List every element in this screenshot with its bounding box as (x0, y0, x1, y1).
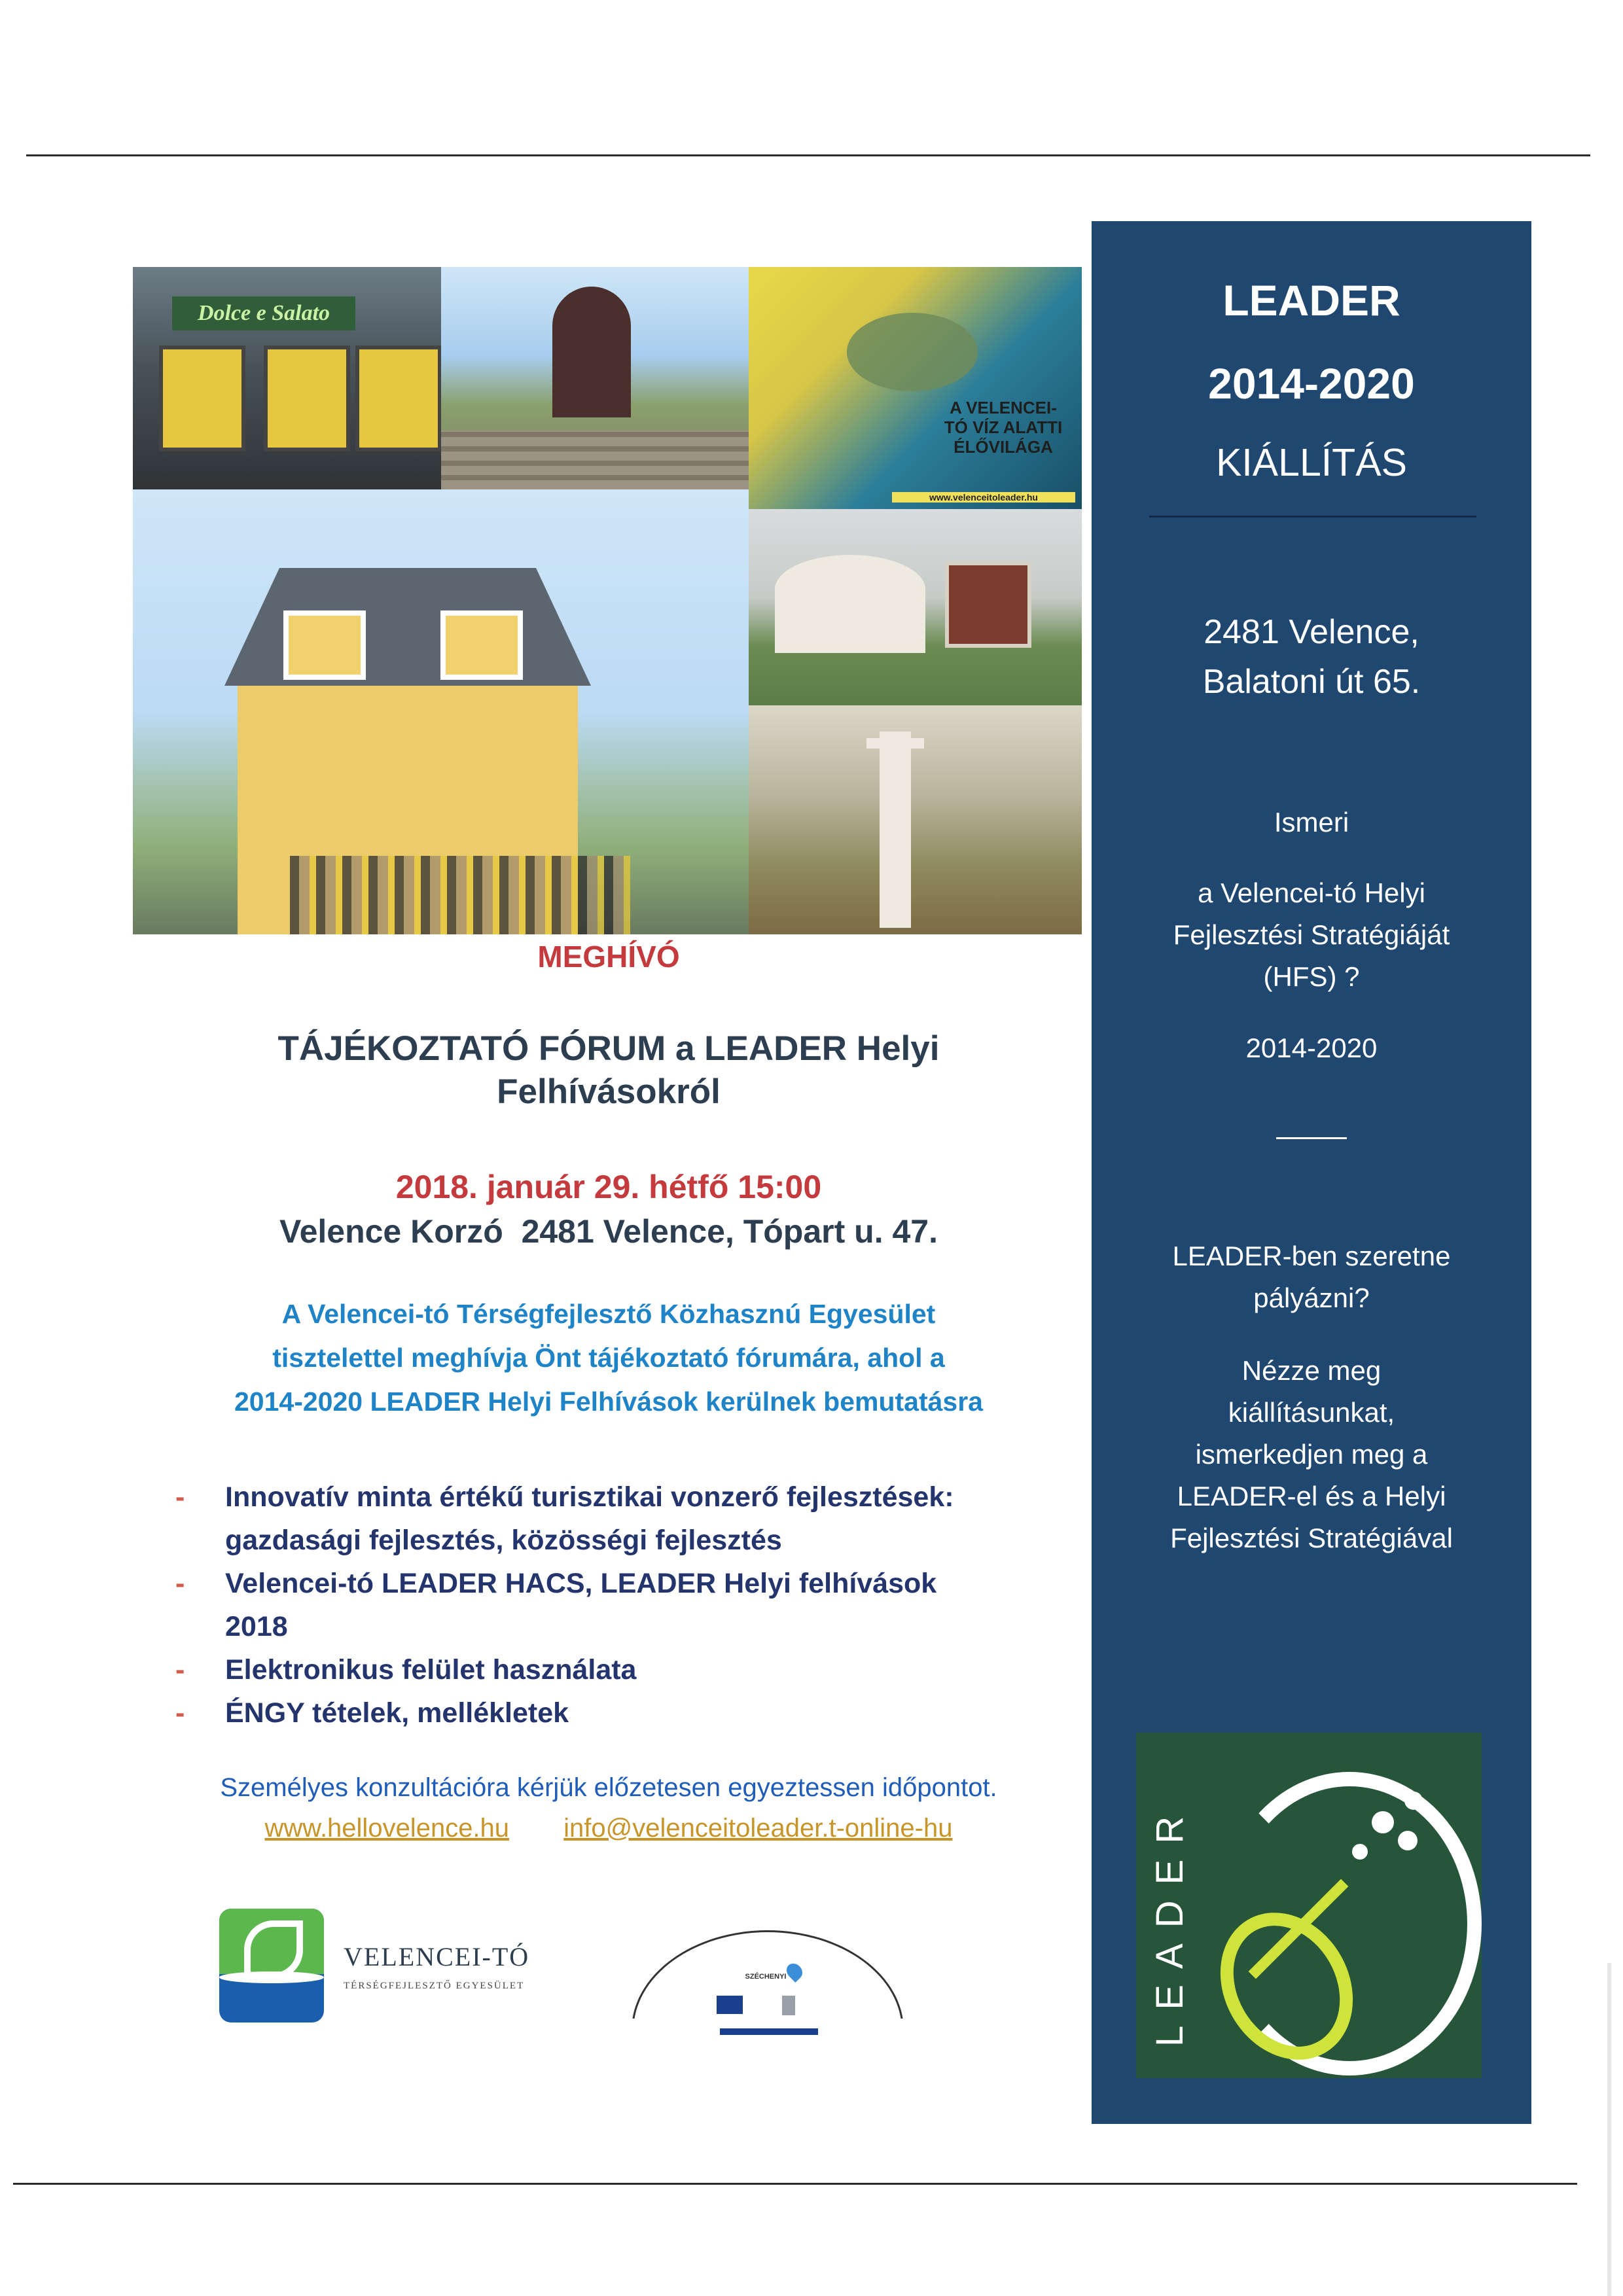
photo-shop-front (133, 267, 441, 489)
poster-text: A VELENCEI-TÓ VÍZ ALATTI ÉLŐVILÁGA (944, 398, 1063, 457)
house-roof (224, 568, 591, 686)
address-line: Balatoni út 65. (1202, 663, 1421, 701)
bullet-dash: - (175, 1654, 185, 1686)
topic-text: gazdasági fejlesztés, közösségi fejlesztés (225, 1525, 782, 1556)
intro-line: A Velencei-tó Térségfejlesztő Közhasznú Egyesület (281, 1299, 936, 1329)
question-line: (HFS) ? (1263, 961, 1360, 992)
event-place: Velence Korzó 2481 Velence, Tópart u. 47. (279, 1213, 938, 1250)
leaf-dot-icon (1372, 1811, 1394, 1833)
visit-line: ismerkedjen meg a (1195, 1439, 1428, 1470)
top-rule (26, 154, 1590, 156)
intro-line: 2014-2020 LEADER Helyi Felhívások kerülnek bemutatásra (234, 1386, 983, 1417)
forum-title (131, 1027, 1086, 1114)
leaf-wave-icon (219, 1909, 324, 2022)
visit-line: Fejlesztési Stratégiával (1170, 1523, 1453, 1553)
panel-leader-title: LEADER (1222, 276, 1400, 325)
eu-flag-icon (717, 1996, 743, 2014)
cross-bar (866, 738, 924, 749)
topic-text: Velencei-tó LEADER HACS, LEADER Helyi felhívások (225, 1568, 937, 1599)
szechenyi-logo (625, 1924, 906, 2048)
leaf-dot-icon (1404, 1792, 1423, 1810)
intro-line: tisztelettel meghívja Önt tájékoztató fórumára, ahol a (272, 1343, 945, 1373)
panel-short-divider (1276, 1137, 1347, 1139)
poster-url: www.velenceitoleader.hu (892, 492, 1075, 503)
forum-title-line: Felhívásokról (497, 1072, 721, 1111)
photo-collage (133, 267, 1082, 934)
bullet-dash: - (175, 1481, 185, 1513)
forum-title-line: TÁJÉKOZTATÓ FÓRUM a LEADER Helyi (277, 1029, 940, 1068)
sculpture-arch (552, 287, 631, 417)
panel-years-secondary: 2014-2020 (1245, 1033, 1378, 1063)
fish-illustration (847, 313, 978, 391)
email-link[interactable]: info@velenceitoleader.t-online-hu (563, 1814, 953, 1843)
topic-text: Elektronikus felület használata (225, 1654, 637, 1686)
shop-sign: Dolce e Salato (172, 296, 355, 330)
szechenyi-label: SZÉCHENYI (745, 1973, 787, 1981)
event-date: 2018. január 29. hétfő 15:00 (395, 1169, 822, 1205)
panel-address (1092, 607, 1531, 707)
photo-tents (749, 509, 1082, 705)
panel-exhibition-label: KIÁLLÍTÁS (1216, 441, 1407, 484)
bottom-rule (13, 2183, 1577, 2185)
panel-visit (1092, 1350, 1531, 1559)
photo-house (133, 489, 749, 934)
shop-window (355, 345, 441, 451)
photo-sculpture (441, 267, 749, 489)
topic-list (170, 1475, 1086, 1735)
question-line: a Velencei-tó Helyi (1198, 877, 1425, 908)
invitation-label: MEGHÍVÓ (537, 940, 680, 974)
topic-text: Innovatív minta értékű turisztikai vonzerő fejlesztések: (225, 1481, 954, 1513)
photo-roadside-cross (749, 705, 1082, 934)
topic-item (170, 1475, 1086, 1562)
contact-links (131, 1814, 1086, 1843)
visit-line: Nézze meg (1241, 1355, 1382, 1386)
address-line: 2481 Velence, (1204, 613, 1419, 651)
photo-poster (749, 267, 1082, 509)
panel-question (1092, 872, 1531, 998)
leaf-dot-icon (1352, 1844, 1368, 1860)
coat-of-arms-icon (782, 1996, 795, 2015)
intro-paragraph (131, 1292, 1086, 1424)
logo-name: VELENCEI-TÓ (344, 1942, 530, 1971)
cyclists-group (290, 856, 630, 934)
topic-text: 2018 (225, 1611, 288, 1642)
shop-window (159, 345, 245, 451)
website-link[interactable]: www.hellovelence.hu (264, 1814, 510, 1843)
cta-line: LEADER-ben szeretne (1172, 1241, 1451, 1271)
visit-line: kiállításunkat, (1228, 1397, 1395, 1428)
notice-board (945, 561, 1031, 648)
bullet-dash: - (175, 1697, 185, 1729)
bullet-dash: - (175, 1568, 185, 1599)
shop-window (264, 345, 350, 451)
scan-edge (1607, 1963, 1611, 2296)
panel-cta (1092, 1235, 1531, 1319)
house-dormer (283, 610, 366, 680)
exhibition-panel (1092, 221, 1531, 2124)
stone-steps (441, 431, 749, 489)
velencei-to-logo (219, 1909, 546, 2033)
topic-item (170, 1562, 1086, 1648)
leader-logo (1136, 1733, 1482, 2078)
question-line: Fejlesztési Stratégiáját (1173, 919, 1450, 950)
leaf-dot-icon (1398, 1831, 1418, 1850)
topic-item (170, 1648, 1086, 1691)
topic-text: ÉNGY tételek, mellékletek (225, 1697, 569, 1729)
panel-years: 2014-2020 (1208, 359, 1415, 408)
funding-band (720, 2028, 818, 2035)
cross-post (880, 732, 911, 928)
panel-divider (1149, 516, 1476, 518)
leader-logo-text: LEADER (1149, 1800, 1191, 2047)
consultation-note: Személyes konzultációra kérjük előzetesen egyeztessen időpontot. (220, 1773, 997, 1802)
cta-line: pályázni? (1253, 1282, 1370, 1313)
yurt-tent (775, 555, 925, 653)
topic-item (170, 1691, 1086, 1735)
panel-ismeri: Ismeri (1274, 807, 1349, 838)
house-dormer (440, 610, 523, 680)
logo-subtitle: TÉRSÉGFEJLESZTŐ EGYESÜLET (344, 1981, 525, 1991)
visit-line: LEADER-el és a Helyi (1177, 1481, 1446, 1511)
